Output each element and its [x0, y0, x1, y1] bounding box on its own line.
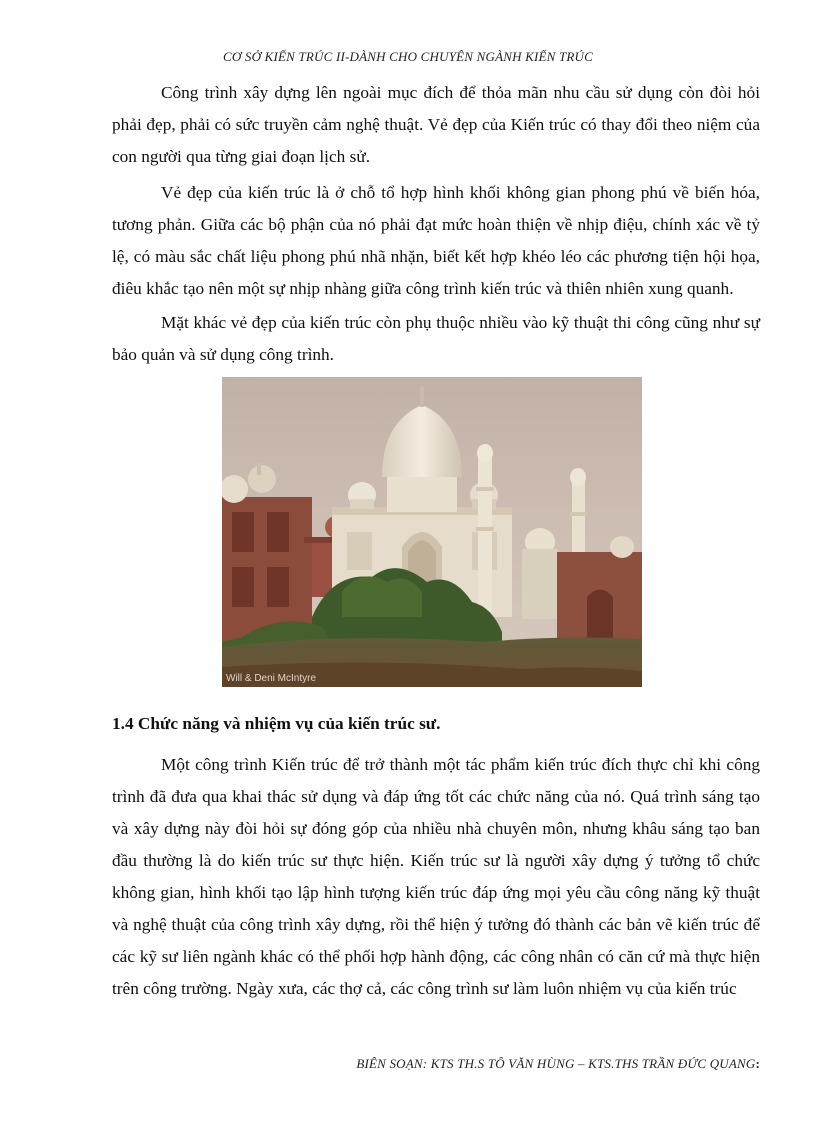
page-header: CƠ SỞ KIẾN TRÚC II-DÀNH CHO CHUYÊN NGÀNH KIẾN TRÚC — [222, 49, 594, 64]
footer-author: BIÊN SOẠN: KTS TH.S TÔ VĂN HÙNG – KTS.THS TRẦN ĐỨC QUANG — [356, 1056, 756, 1071]
footer-suffix: : — [755, 1056, 760, 1071]
photo-credit: Will & Deni McIntyre — [226, 673, 317, 684]
page-footer — [356, 1056, 760, 1072]
paragraph-beauty-composition: Vẻ đẹp của kiến trúc là ở chỗ tổ hợp hình khối không gian phong phú về biến hóa, tương phản. Giữa các bộ phận của nó phải đạt mức hoàn thiện về nhịp điệu, chính xác về tỷ lệ, có màu sắc chất liệu phong phú nhã nhặn, biết kết hợp khéo léo các phương tiện hội họa, điêu khắc tạo nên một sự nhịp nhàng giữa công trình kiến trúc và thiên nhiên xung quanh. — [112, 183, 760, 298]
paragraph-architect-role: Một công trình Kiến trúc để trở thành một tác phẩm kiến trúc đích thực chỉ khi công trình đã đưa qua khai thác sử dụng và đáp ứng tốt các chức năng của nó. Quá trình sáng tạo và xây dựng này đòi hỏi sự đóng góp của nhiều nhà chuyên môn, nhưng khâu sáng tạo ban đầu thường là do kiến trúc sư thực hiện. Kiến trúc sư là người xây dựng ý tưởng tổ chức không gian, hình khối tạo lập hình tượng kiến trúc đáp ứng mọi yêu cầu công năng kỹ thuật và nghệ thuật của công trình xây dựng, rồi thể hiện ý tưởng đó thành các bản vẽ kiến trúc để các kỹ sư liên ngành khác có thể phối hợp hành động, các công nhân có căn cứ mà thực hiện trên công trường. Ngày xưa, các thợ cả, các công trình sư làm luôn nhiệm vụ của kiến trúc — [112, 755, 760, 998]
section-heading: 1.4 Chức năng và nhiệm vụ của kiến trúc sư. — [112, 714, 441, 733]
taj-mahal-photo — [222, 377, 642, 687]
paragraph-beauty-construction: Mặt khác vẻ đẹp của kiến trúc còn phụ thuộc nhiều vào kỹ thuật thi công cũng như sự bảo quản và sử dụng công trình. — [112, 313, 760, 364]
paragraph-beauty-intro: Công trình xây dựng lên ngoài mục đích để thỏa mãn nhu cầu sử dụng còn đòi hỏi phải đẹp, phải có sức truyền cảm nghệ thuật. Vẻ đẹp của Kiến trúc có thay đổi theo niệm của con người qua từng giai đoạn lịch sử. — [112, 83, 760, 166]
